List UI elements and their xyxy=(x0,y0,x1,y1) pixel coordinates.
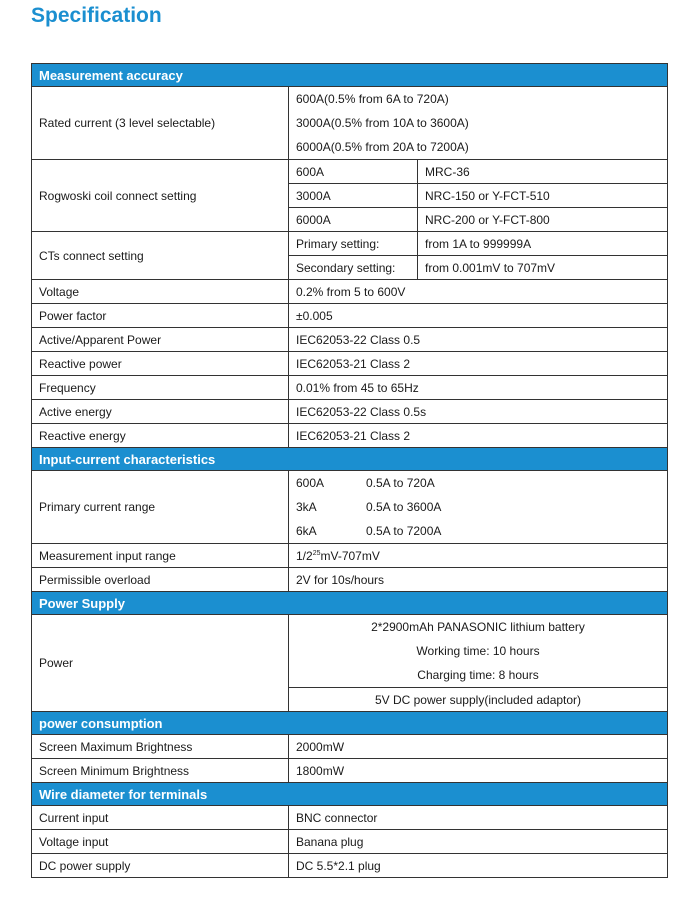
table-row-cts xyxy=(32,232,668,256)
row-label: DC power supply xyxy=(32,854,289,878)
row-value: IEC62053-22 Class 0.5 xyxy=(289,328,668,352)
table-row xyxy=(32,424,668,448)
row-value xyxy=(289,87,668,160)
row-label: Rogwoski coil connect setting xyxy=(32,160,289,232)
section-title: Measurement accuracy xyxy=(32,64,668,87)
row-value xyxy=(289,615,668,688)
row-label: Primary current range xyxy=(32,471,289,544)
row-label: Voltage input xyxy=(32,830,289,854)
cell-range: 600A xyxy=(289,160,418,184)
table-row xyxy=(32,352,668,376)
dc-supply-value: 5V DC power supply(included adaptor) xyxy=(289,688,668,712)
row-label: Screen Maximum Brightness xyxy=(32,735,289,759)
row-label: Permissible overload xyxy=(32,568,289,592)
table-row xyxy=(32,400,668,424)
range-name: 600A xyxy=(296,476,325,490)
table-row xyxy=(32,735,668,759)
table-row-rated-current xyxy=(32,87,668,160)
section-title: power consumption xyxy=(32,712,668,735)
row-value xyxy=(289,544,668,568)
value-line: 6000A(0.5% from 20A to 7200A) xyxy=(296,140,469,154)
range-line xyxy=(296,495,660,519)
table-row xyxy=(32,806,668,830)
row-label: Power xyxy=(32,615,289,712)
section-header-power-supply xyxy=(32,592,668,615)
row-value: IEC62053-21 Class 2 xyxy=(289,424,668,448)
row-value: IEC62053-21 Class 2 xyxy=(289,352,668,376)
row-value: 2000mW xyxy=(289,735,668,759)
table-row xyxy=(32,280,668,304)
row-value: IEC62053-22 Class 0.5s xyxy=(289,400,668,424)
row-value: 2V for 10s/hours xyxy=(289,568,668,592)
row-value: DC 5.5*2.1 plug xyxy=(289,854,668,878)
row-label: Rated current (3 level selectable) xyxy=(32,87,289,160)
page-title: Specification xyxy=(31,4,162,27)
cell-setting-name: Secondary setting: xyxy=(289,256,418,280)
row-value: 0.2% from 5 to 600V xyxy=(289,280,668,304)
table-row-power xyxy=(32,615,668,688)
table-row xyxy=(32,328,668,352)
value-line: 3000A(0.5% from 10A to 3600A) xyxy=(296,116,469,130)
row-label: Active/Apparent Power xyxy=(32,328,289,352)
value-superscript: 25 xyxy=(312,549,321,557)
table-row xyxy=(32,830,668,854)
range-value: 0.5A to 3600A xyxy=(366,500,442,514)
row-label: Reactive power xyxy=(32,352,289,376)
table-row xyxy=(32,376,668,400)
value-line: 600A(0.5% from 6A to 720A) xyxy=(296,92,449,106)
table-row xyxy=(32,568,668,592)
cell-range: 6000A xyxy=(289,208,418,232)
section-header-measurement-accuracy xyxy=(32,64,668,87)
row-label: CTs connect setting xyxy=(32,232,289,280)
table-row-primary-current xyxy=(32,471,668,544)
section-title: Power Supply xyxy=(32,592,668,615)
battery-line: 2*2900mAh PANASONIC lithium battery xyxy=(371,620,585,634)
section-header-input-current xyxy=(32,448,668,471)
section-header-power-consumption xyxy=(32,712,668,735)
table-row xyxy=(32,759,668,783)
row-label: Reactive energy xyxy=(32,424,289,448)
row-label: Voltage xyxy=(32,280,289,304)
row-label: Power factor xyxy=(32,304,289,328)
cell-range: 3000A xyxy=(289,184,418,208)
table-row xyxy=(32,304,668,328)
specification-table xyxy=(31,63,668,878)
range-line xyxy=(296,519,660,543)
table-row xyxy=(32,544,668,568)
charging-time-line: Charging time: 8 hours xyxy=(417,668,539,682)
range-name: 3kA xyxy=(296,500,317,514)
row-value: 0.01% from 45 to 65Hz xyxy=(289,376,668,400)
cell-setting-name: Primary setting: xyxy=(289,232,418,256)
range-name: 6kA xyxy=(296,524,317,538)
row-value: BNC connector xyxy=(289,806,668,830)
value-suffix: mV-707mV xyxy=(320,548,380,563)
value-prefix: 1/2 xyxy=(296,548,313,563)
row-label: Active energy xyxy=(32,400,289,424)
table-row-rogowski xyxy=(32,160,668,184)
cell-model: NRC-200 or Y-FCT-800 xyxy=(418,208,668,232)
row-label: Screen Minimum Brightness xyxy=(32,759,289,783)
row-label: Current input xyxy=(32,806,289,830)
section-header-wire-diameter xyxy=(32,783,668,806)
cell-setting-value: from 0.001mV to 707mV xyxy=(418,256,668,280)
row-label: Frequency xyxy=(32,376,289,400)
row-value: ±0.005 xyxy=(289,304,668,328)
cell-model: MRC-36 xyxy=(418,160,668,184)
section-title: Wire diameter for terminals xyxy=(32,783,668,806)
range-line xyxy=(296,471,660,495)
row-value: Banana plug xyxy=(289,830,668,854)
table-row xyxy=(32,854,668,878)
cell-model: NRC-150 or Y-FCT-510 xyxy=(418,184,668,208)
row-value xyxy=(289,471,668,544)
cell-setting-value: from 1A to 999999A xyxy=(418,232,668,256)
section-title: Input-current characteristics xyxy=(32,448,668,471)
range-value: 0.5A to 7200A xyxy=(366,524,442,538)
row-value: 1800mW xyxy=(289,759,668,783)
working-time-line: Working time: 10 hours xyxy=(416,644,540,658)
row-label: Measurement input range xyxy=(32,544,289,568)
range-value: 0.5A to 720A xyxy=(366,476,435,490)
